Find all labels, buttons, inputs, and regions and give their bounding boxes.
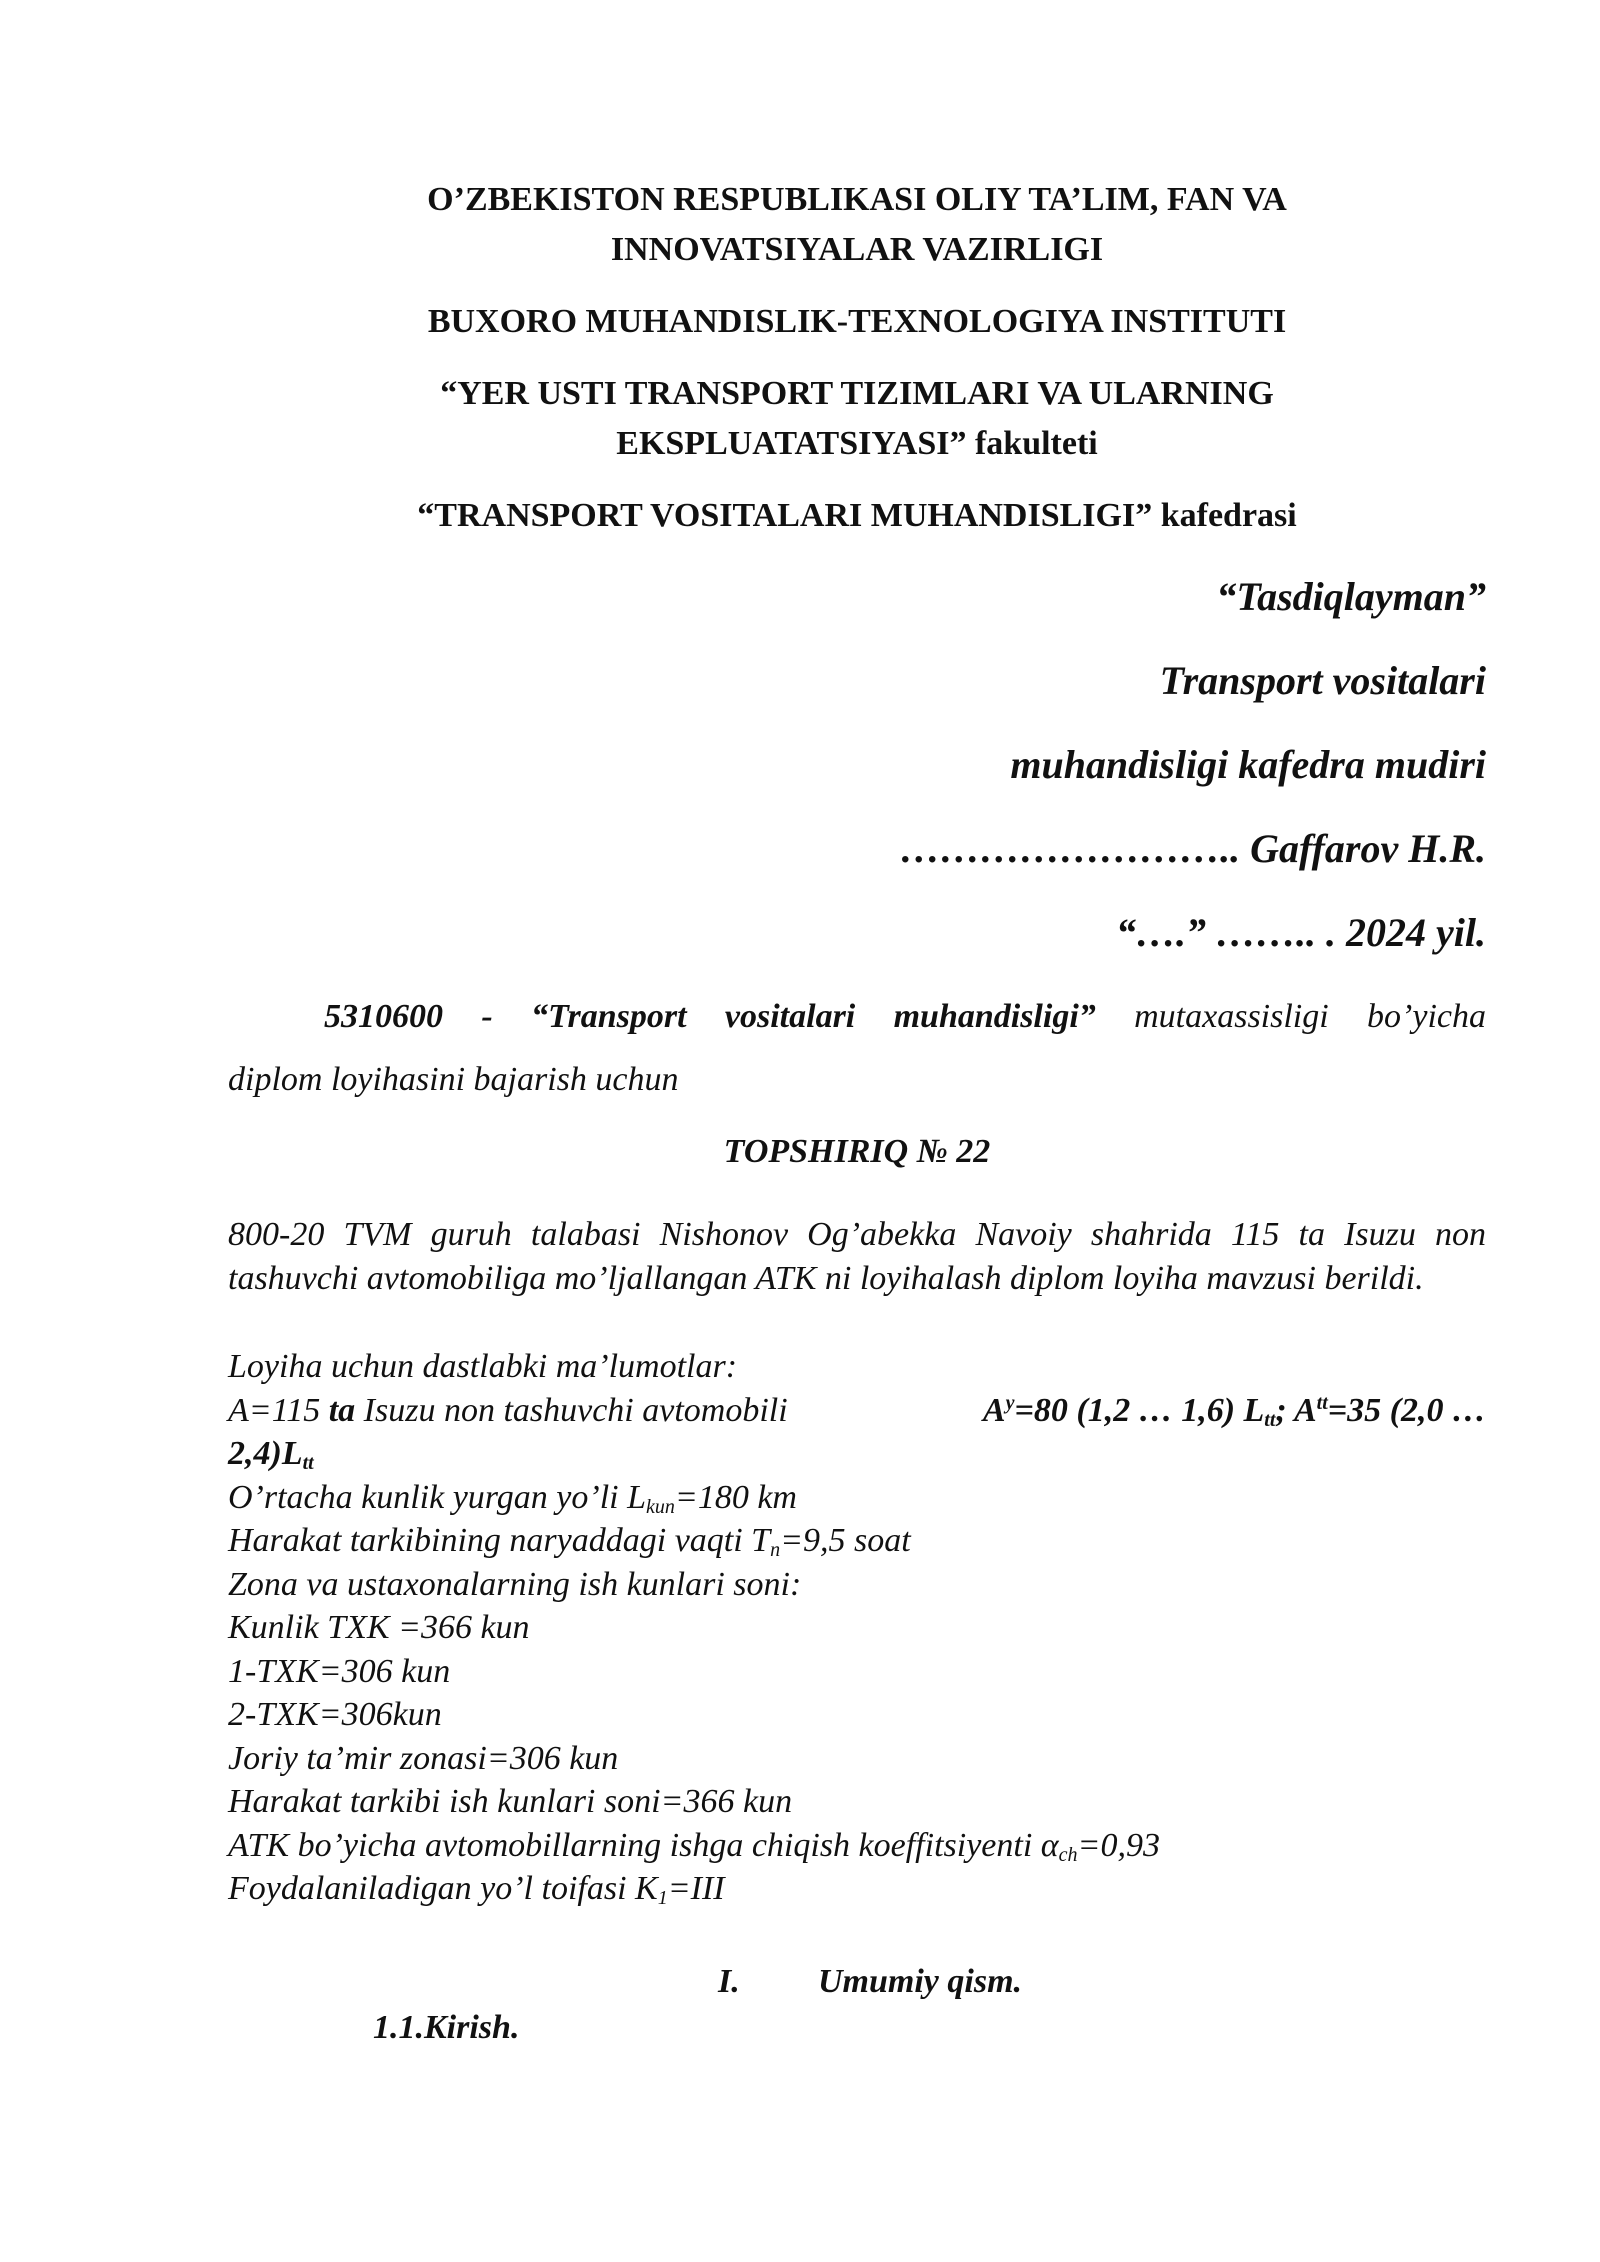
ministry-line-1: O’ZBEKISTON RESPUBLIKASI OLIY TA’LIM, FAN VA <box>427 181 1287 218</box>
rolling-stock-workdays: Harakat tarkibi ish kunlari soni=366 kun <box>228 1783 793 1820</box>
lkun-sub: kun <box>646 1495 675 1518</box>
institute-name: BUXORO MUHANDISLIK-TEXNOLOGIYA INSTITUTI <box>427 303 1287 340</box>
vehicle-count-text: A=115 <box>228 1391 329 1429</box>
department-name: “TRANSPORT VOSITALARI MUHANDISLIGI” kafedrasi <box>417 497 1297 534</box>
att-value: =35 (2,0 … <box>1327 1391 1486 1429</box>
faculty-line-2: EKSPLUATATSIYASI” fakulteti <box>616 425 1098 462</box>
task-title: TOPSHIRIQ № 22 <box>723 1133 991 1170</box>
ay-label: A <box>982 1391 1006 1429</box>
vehicle-count <box>228 1389 788 1433</box>
tn-value: =9,5 soat <box>780 1522 911 1559</box>
alpha-sub: ch <box>1058 1843 1078 1866</box>
att-sup: tt <box>1316 1391 1328 1414</box>
alpha-value: =0,93 <box>1077 1826 1160 1864</box>
road-sub: 1 <box>657 1887 668 1909</box>
output-coefficient <box>228 1824 1486 1868</box>
ay-sup: y <box>1005 1391 1015 1414</box>
ay-value: =80 (1,2 … 1,6) L <box>1014 1391 1265 1429</box>
ay-sub: tt <box>1264 1408 1276 1431</box>
diploma-topic: 800-20 TVM guruh talabasi Nishonov Og’abekka Navoiy shahrida 115 ta Isuzu non tashuvchi avtomobiliga mo’ljallangan ATK ni loyihalash diplom loyiha mavzusi berildi. <box>228 1216 1486 1297</box>
zone-workdays-heading: Zona va ustaxonalarning ish kunlari soni: <box>228 1565 802 1603</box>
lkun-value: =180 km <box>674 1478 797 1516</box>
shift-time <box>228 1519 1486 1563</box>
section-number: I. <box>718 1962 740 2000</box>
mileage-distribution <box>983 1389 1486 1433</box>
approval-block <box>228 555 1486 975</box>
vehicle-count-row <box>228 1389 1486 1433</box>
vehicle-model: Isuzu non tashuvchi avtomobili <box>355 1391 788 1429</box>
approval-line-1: “Tasdiqlayman” <box>1216 574 1486 619</box>
cont-text: 2,4)L <box>228 1435 303 1472</box>
att-label: ; A <box>1275 1391 1317 1429</box>
cont-sub: tt <box>302 1452 314 1474</box>
road-category <box>228 1867 1486 1911</box>
road-text: Foydalaniladigan yo’l toifasi K <box>228 1870 658 1907</box>
repair-zone-days: Joriy ta’mir zonasi=306 kun <box>228 1739 619 1777</box>
tn-text: Harakat tarkibining naryaddagi vaqti T <box>228 1522 771 1559</box>
initial-data-heading: Loyiha uchun dastlabki ma’lumotlar: <box>228 1348 738 1385</box>
initial-data-list <box>228 1345 1486 1911</box>
daily-mileage <box>228 1476 1486 1520</box>
lkun-text: O’rtacha kunlik yurgan yo’li L <box>228 1478 646 1516</box>
faculty-line-1: “YER USTI TRANSPORT TIZIMLARI VA ULARNING <box>440 375 1274 412</box>
ministry-line-2: INNOVATSIYALAR VAZIRLIGI <box>610 231 1104 268</box>
alpha-text: ATK bo’yicha avtomobillarning ishga chiqish koeffitsiyenti α <box>228 1826 1059 1864</box>
approval-line-3: muhandisligi kafedra mudiri <box>1010 742 1486 787</box>
vehicle-count-unit: ta <box>328 1391 356 1429</box>
task-intro <box>228 985 1486 1111</box>
subsection-heading: 1.1.Kirish. <box>373 2008 520 2046</box>
specialty-code-title: 5310600 - “Transport vositalari muhandisligi” <box>324 998 1096 1035</box>
road-value: =III <box>667 1870 725 1907</box>
document-header <box>228 175 1486 541</box>
tn-sub: n <box>770 1539 781 1561</box>
daily-maintenance: Kunlik TXK =366 kun <box>228 1609 530 1646</box>
document-page <box>228 175 1486 2047</box>
task-intro-line-2: diplom loyihasini bajarish uchun <box>228 1061 679 1098</box>
section-heading <box>228 1963 1486 2007</box>
approval-signature-line: …………………….. Gaffarov H.R. <box>900 826 1486 871</box>
mileage-continuation <box>228 1432 1486 1476</box>
txk1-days: 1-TXK=306 kun <box>228 1652 451 1690</box>
task-intro-line-1 <box>228 985 1486 1048</box>
txk2-days: 2-TXK=306kun <box>228 1696 442 1733</box>
specialty-suffix: mutaxassisligi bo’yicha <box>1095 998 1486 1035</box>
section-title: Umumiy qism. <box>818 1962 1023 2000</box>
approval-date-line: “….” …….. . 2024 yil. <box>1116 910 1486 955</box>
approval-line-2: Transport vositalari <box>1159 658 1486 703</box>
